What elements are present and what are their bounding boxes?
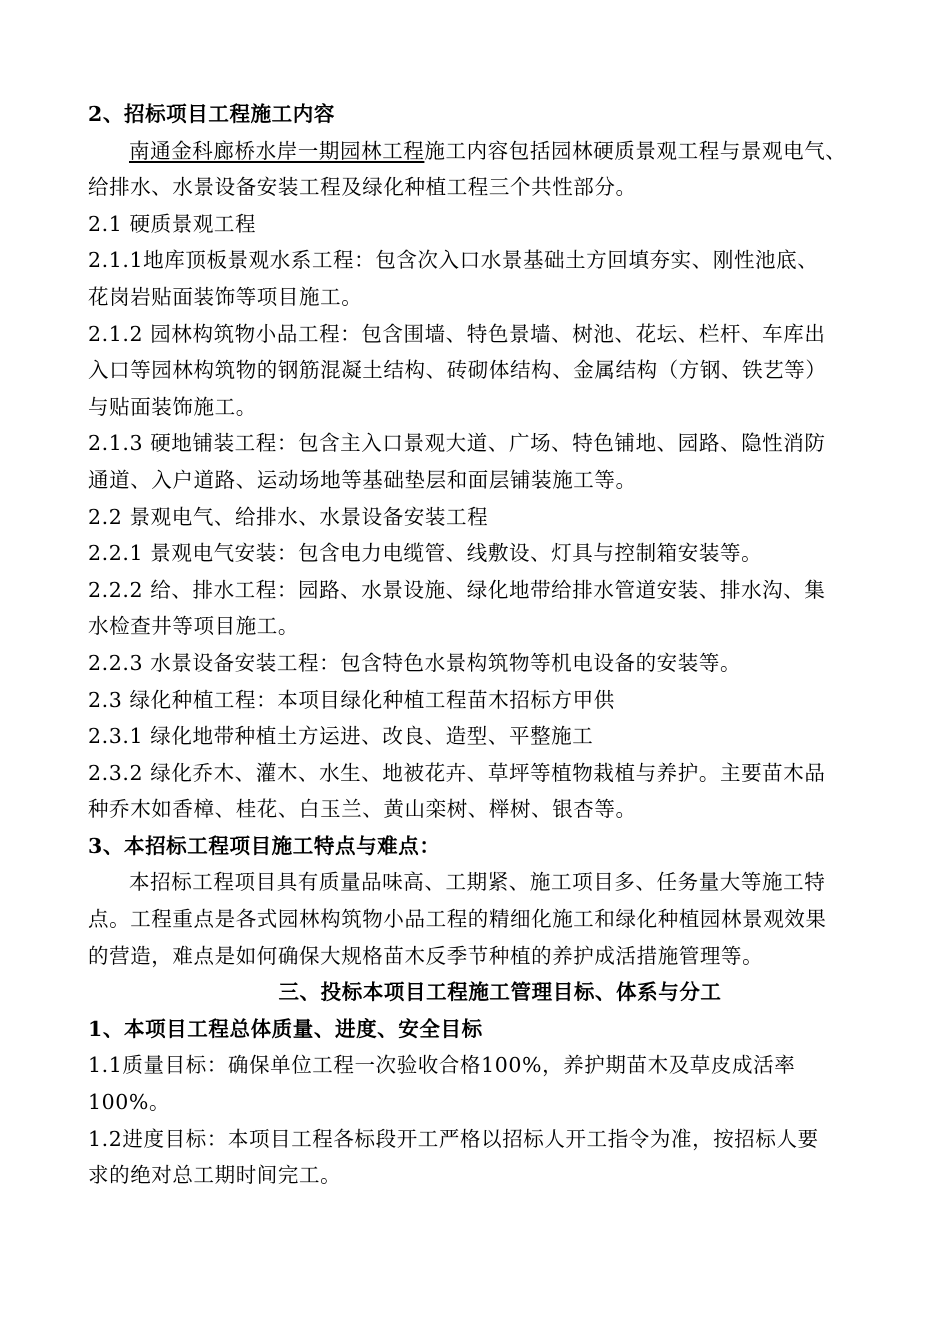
subsection-heading-2-3: 2.3 绿化种植工程：本项目绿化种植工程苗木招标方甲供 <box>88 687 615 712</box>
item-2-1-1-line: 2.1.1地库顶板景观水系工程：包含次入口水景基础土方回填夯实、刚性池底、 <box>88 248 819 273</box>
project-name: 南通金科廊桥水岸一期园林工程 <box>129 138 425 163</box>
section-3-paragraph-line: 本招标工程项目具有质量品味高、工期紧、施工项目多、任务量大等施工特 <box>129 870 826 895</box>
item-2-2-1-line: 2.2.1 景观电气安装：包含电力电缆管、线敷设、灯具与控制箱安装等。 <box>88 541 763 566</box>
subsection-heading-2-2: 2.2 景观电气、给排水、水景设备安装工程 <box>88 504 489 529</box>
section-3-paragraph-line: 的营造，难点是如何确保大规格苗木反季节种植的养护成活措施管理等。 <box>88 943 764 968</box>
item-2-1-3-line: 通道、入户道路、运动场地等基础垫层和面层铺装施工等。 <box>88 467 637 492</box>
item-2-1-2-line: 2.1.2 园林构筑物小品工程：包含围墙、特色景墙、树池、花坛、栏杆、车库出 <box>88 321 826 346</box>
document-page <box>88 96 888 1194</box>
subsection-heading-2-1: 2.1 硬质景观工程 <box>88 211 257 236</box>
item-2-2-3-line: 2.2.3 水景设备安装工程：包含特色水景构筑物等机电设备的安装等。 <box>88 650 742 675</box>
item-2-1-3-line: 2.1.3 硬地铺装工程：包含主入口景观大道、广场、特色铺地、园路、隐性消防 <box>88 431 826 456</box>
goal-1-1-line: 100%。 <box>88 1090 171 1115</box>
section-heading-3: 3、本招标工程项目施工特点与难点： <box>88 833 441 858</box>
intro-text: 施工内容包括园林硬质景观工程与景观电气、 <box>424 138 847 163</box>
item-2-3-2-line: 2.3.2 绿化乔木、灌木、水生、地被花卉、草坪等植物栽植与养护。主要苗木品 <box>88 760 826 785</box>
goal-1-1-line: 1.1质量目标：确保单位工程一次验收合格100%，养护期苗木及草皮成活率 <box>88 1053 796 1078</box>
goals-heading: 1、本项目工程总体质量、进度、安全目标 <box>88 1016 483 1041</box>
item-2-1-1-line: 花岗岩贴面装饰等项目施工。 <box>88 284 363 309</box>
item-2-3-1-line: 2.3.1 绿化地带种植土方运进、改良、造型、平整施工 <box>88 724 594 749</box>
item-2-2-2-line: 2.2.2 给、排水工程：园路、水景设施、绿化地带给排水管道安装、排水沟、集 <box>88 577 826 602</box>
chapter-title: 三、投标本项目工程施工管理目标、体系与分工 <box>278 980 722 1005</box>
section-3-paragraph-line: 点。工程重点是各式园林构筑物小品工程的精细化施工和绿化种植园林景观效果 <box>88 907 827 932</box>
intro-paragraph-line: 给排水、水景设备安装工程及绿化种植工程三个共性部分。 <box>88 175 637 200</box>
item-2-3-2-line: 种乔木如香樟、桂花、白玉兰、黄山栾树、榉树、银杏等。 <box>88 797 637 822</box>
item-2-1-2-line: 入口等园林构筑物的钢筋混凝土结构、砖砌体结构、金属结构（方钢、铁艺等） <box>88 358 827 383</box>
item-2-2-2-line: 水检查井等项目施工。 <box>88 614 299 639</box>
section-heading-2: 2、招标项目工程施工内容 <box>88 102 335 126</box>
item-2-1-2-line: 与贴面装饰施工。 <box>88 394 257 419</box>
goal-1-2-line: 1.2进度目标：本项目工程各标段开工严格以招标人开工指令为准，按招标人要 <box>88 1126 819 1151</box>
intro-paragraph-line <box>88 133 888 170</box>
goal-1-2-line: 求的绝对总工期时间完工。 <box>88 1163 342 1188</box>
